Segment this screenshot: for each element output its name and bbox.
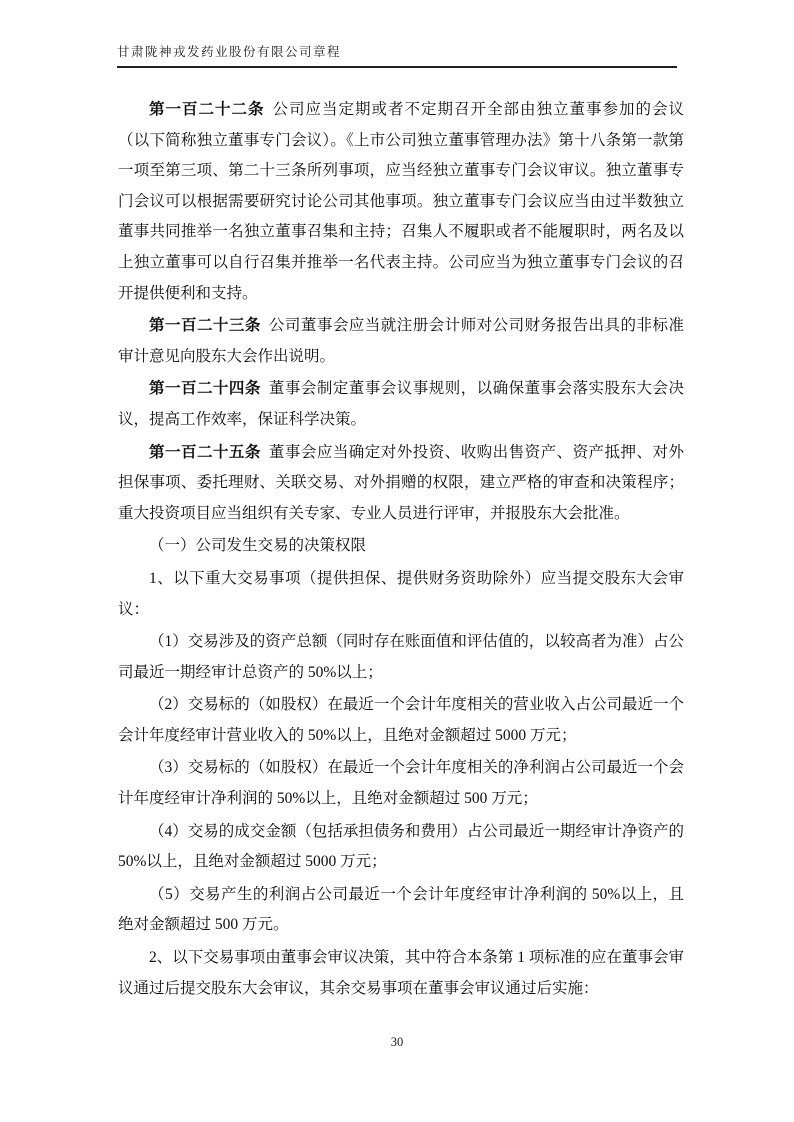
article-number: 第一百二十五条 [149, 443, 261, 461]
paragraph-item-1 [118, 564, 684, 625]
paragraph-text: 2、以下交易事项由董事会审议决策，其中符合本条第 1 项标准的应在董事会审议通过后提交股东大会审议，其余交易事项在董事会审议通过后实施： [118, 949, 684, 997]
paragraph-text: 公司董事会应当就注册会计师对公司财务报告出具的非标准审计意见向股东大会作出说明。 [118, 317, 684, 365]
article-number: 第一百二十四条 [149, 380, 261, 398]
article-number: 第一百二十二条 [149, 101, 265, 118]
paragraph-subitem-4 [118, 817, 684, 878]
page-number: 30 [390, 1035, 404, 1049]
paragraph-section-1 [118, 531, 684, 562]
paragraph-text: 董事会应当确定对外投资、收购出售资产、资产抵押、对外担保事项、委托理财、关联交易、对外捐赠的权限，建立严格的审查和决策程序；重大投资项目应当组织有关专家、专业人员进行评审，并报股东大会批准。 [118, 443, 684, 522]
paragraph-text: （2）交易标的（如股权）在最近一个会计年度相关的营业收入占公司最近一个会计年度经审计营业收入的 50%以上，且绝对金额超过 5000 万元； [118, 696, 684, 744]
paragraph-article-124 [118, 374, 684, 435]
paragraph-subitem-1 [118, 627, 684, 688]
document-body [118, 95, 684, 1006]
paragraph-subitem-5 [118, 880, 684, 941]
paragraph-article-122 [118, 95, 684, 309]
paragraph-article-125 [118, 438, 684, 530]
paragraph-text: 公司应当定期或者不定期召开全部由独立董事参加的会议（以下简称独立董事专门会议）。《上市公司独立董事管理办法》第十八条第一款第一项至第三项、第二十三条所列事项，应当经独立董事专门会议审议。独立董事专门会议可以根据需要研究讨论公司其他事项。独立董事专门会议应当由过半数独立董事共同推举一名独立董事召集和主持；召集人不履职或者不能履职时，两名及以上独立董事可以自行召集并推举一名代表主持。公司应当为独立董事专门会议的召开提供便利和支持。 [118, 101, 684, 302]
article-number: 第一百二十三条 [149, 317, 261, 335]
document-title: 甘肃陇神戎发药业股份有限公司章程 [117, 45, 342, 59]
paragraph-text: 1、以下重大交易事项（提供担保、提供财务资助除外）应当提交股东大会审议： [118, 569, 684, 618]
paragraph-text: （4）交易的成交金额（包括承担债务和费用）占公司最近一期经审计净资产的 50%以上，且绝对金额超过 5000 万元； [118, 822, 684, 871]
page-header [117, 42, 677, 68]
paragraph-text: （一）公司发生交易的决策权限 [149, 537, 367, 555]
paragraph-text: （3）交易标的（如股权）在最近一个会计年度相关的净利润占公司最近一个会计年度经审计净利润的 50%以上，且绝对金额超过 500 万元； [118, 759, 684, 808]
paragraph-text: （5）交易产生的利润占公司最近一个会计年度经审计净利润的 50%以上，且绝对金额超过 500 万元。 [118, 885, 684, 934]
paragraph-text: （1）交易涉及的资产总额（同时存在账面值和评估值的，以较高者为准）占公司最近一期经审计总资产的 50%以上； [118, 633, 684, 681]
paragraph-item-2 [118, 943, 684, 1004]
paragraph-subitem-3 [118, 753, 684, 814]
paragraph-text: 董事会制定董事会议事规则，以确保董事会落实股东大会决议，提高工作效率，保证科学决策。 [118, 380, 684, 428]
paragraph-subitem-2 [118, 690, 684, 751]
paragraph-article-123 [118, 311, 684, 372]
page-footer [0, 1035, 794, 1050]
